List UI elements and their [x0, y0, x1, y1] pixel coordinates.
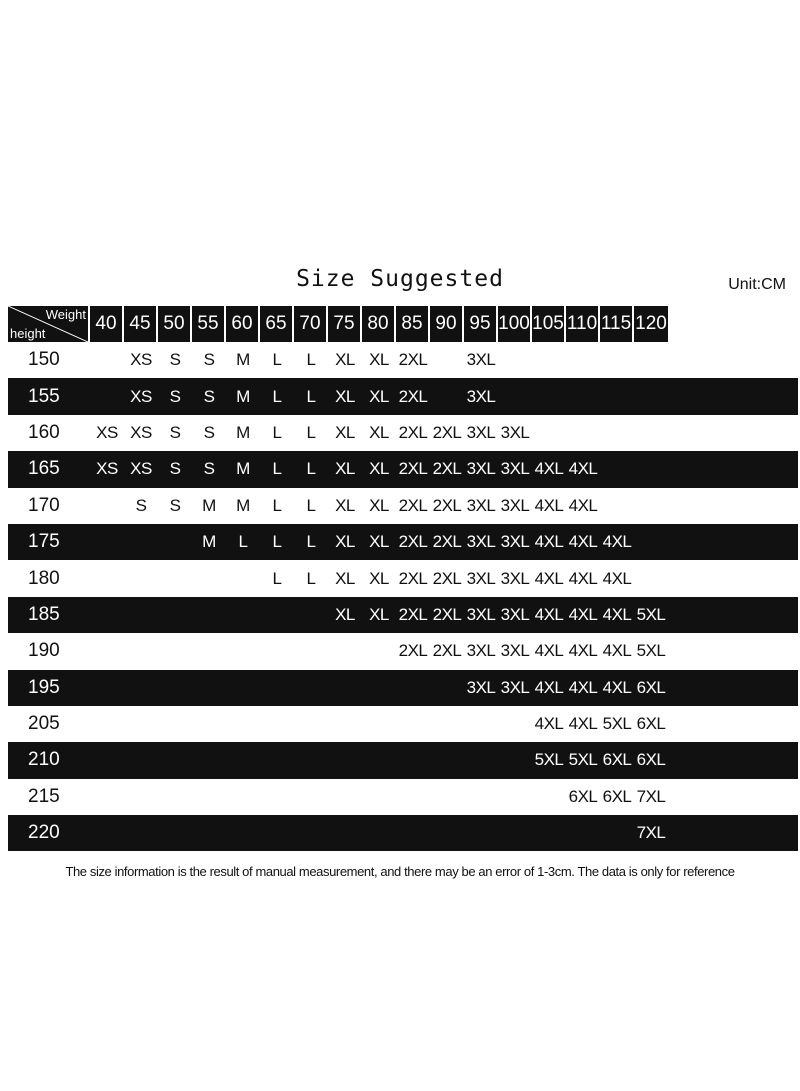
weight-header-cell: 80: [362, 306, 396, 342]
size-cell: S: [135, 495, 147, 515]
size-cell: 3XL: [466, 422, 496, 442]
size-cell: 4XL: [534, 604, 564, 624]
size-cell: 5XL: [636, 641, 666, 661]
size-cell: 2XL: [432, 459, 462, 479]
size-cell: 3XL: [466, 641, 496, 661]
size-cell: L: [306, 495, 316, 515]
size-cell: 2XL: [398, 568, 428, 588]
height-cell: 220: [28, 822, 60, 844]
size-cell: L: [272, 422, 282, 442]
size-cell: 3XL: [500, 641, 530, 661]
size-cell: 6XL: [636, 714, 666, 734]
size-cell: XL: [335, 422, 355, 442]
size-cell: XL: [335, 495, 355, 515]
size-cell: XS: [130, 459, 152, 479]
size-cell: 3XL: [466, 495, 496, 515]
size-cell: 3XL: [466, 677, 496, 697]
weight-header-cell: 100: [498, 306, 532, 342]
size-cell: 3XL: [466, 459, 496, 479]
size-cell: 4XL: [534, 641, 564, 661]
weight-header-cell: 75: [328, 306, 362, 342]
size-cell: XL: [369, 459, 389, 479]
weight-header-cell: 120: [634, 306, 668, 342]
size-cell: 4XL: [568, 714, 598, 734]
size-cell: S: [169, 422, 181, 442]
size-cell: XS: [130, 350, 152, 370]
size-cell: 4XL: [534, 677, 564, 697]
size-cell: XS: [130, 422, 152, 442]
size-cell: 4XL: [568, 568, 598, 588]
size-cell: 3XL: [466, 568, 496, 588]
weight-header-cell: 70: [294, 306, 328, 342]
size-cell: 6XL: [602, 750, 632, 770]
size-cell: S: [169, 350, 181, 370]
weight-header-cell: 55: [192, 306, 226, 342]
size-cell: 7XL: [636, 823, 666, 843]
table-row: [8, 670, 798, 706]
size-cell: XL: [369, 568, 389, 588]
size-cell: XL: [335, 532, 355, 552]
height-cell: 205: [28, 713, 60, 735]
size-cell: 3XL: [500, 459, 530, 479]
size-cell: 6XL: [568, 786, 598, 806]
size-cell: 4XL: [534, 532, 564, 552]
size-cell: L: [272, 459, 282, 479]
size-cell: 5XL: [534, 750, 564, 770]
size-cell: S: [169, 495, 181, 515]
table-body: [8, 342, 798, 851]
size-cell: 2XL: [432, 604, 462, 624]
corner-cell: [8, 306, 90, 342]
header-row: [8, 306, 798, 342]
weight-header-cell: 90: [430, 306, 464, 342]
size-cell: 2XL: [432, 568, 462, 588]
size-cell: 2XL: [432, 641, 462, 661]
size-cell: 5XL: [568, 750, 598, 770]
size-cell: 3XL: [500, 677, 530, 697]
size-cell: XS: [130, 386, 152, 406]
size-cell: S: [203, 422, 215, 442]
size-cell: 4XL: [602, 641, 632, 661]
size-cell: L: [272, 386, 282, 406]
size-cell: M: [236, 350, 250, 370]
size-cell: XL: [335, 350, 355, 370]
size-cell: XL: [335, 604, 355, 624]
size-cell: M: [236, 459, 250, 479]
size-cell: XL: [369, 532, 389, 552]
size-cell: XL: [335, 386, 355, 406]
size-cell: 4XL: [568, 677, 598, 697]
size-cell: M: [236, 495, 250, 515]
size-cell: XL: [369, 350, 389, 370]
size-cell: M: [202, 532, 216, 552]
size-cell: 6XL: [602, 786, 632, 806]
size-chart-title: Size Suggested: [296, 266, 504, 292]
size-cell: 4XL: [534, 714, 564, 734]
table-row: [8, 524, 798, 560]
table-row: [8, 378, 798, 414]
size-cell: XL: [369, 386, 389, 406]
size-cell: S: [203, 386, 215, 406]
size-cell: XL: [335, 568, 355, 588]
size-cell: 2XL: [398, 350, 428, 370]
size-cell: L: [272, 350, 282, 370]
size-cell: L: [306, 532, 316, 552]
size-cell: 4XL: [602, 568, 632, 588]
height-cell: 155: [28, 385, 60, 407]
size-cell: 4XL: [568, 604, 598, 624]
size-cell: L: [306, 422, 316, 442]
size-cell: L: [306, 350, 316, 370]
size-cell: M: [236, 386, 250, 406]
height-cell: 160: [28, 421, 60, 443]
size-cell: 4XL: [568, 641, 598, 661]
size-cell: 3XL: [500, 604, 530, 624]
weight-header-cell: 115: [600, 306, 634, 342]
size-cell: 2XL: [398, 495, 428, 515]
height-cell: 150: [28, 349, 60, 371]
weight-header-cell: 105: [532, 306, 566, 342]
size-cell: 7XL: [636, 786, 666, 806]
table-row: [8, 633, 798, 669]
size-cell: XL: [369, 422, 389, 442]
size-cell: 3XL: [466, 386, 496, 406]
weight-header-cell: 45: [124, 306, 158, 342]
unit-label: Unit:CM: [728, 276, 786, 293]
size-cell: 5XL: [602, 714, 632, 734]
height-cell: 215: [28, 785, 60, 807]
size-cell: 3XL: [466, 604, 496, 624]
table-row: [8, 706, 798, 742]
table-row: [8, 560, 798, 596]
table-row: [8, 597, 798, 633]
size-cell: S: [169, 459, 181, 479]
size-cell: 4XL: [568, 532, 598, 552]
height-cell: 185: [28, 603, 60, 625]
size-cell: 2XL: [398, 532, 428, 552]
size-cell: L: [272, 568, 282, 588]
size-cell: XL: [335, 459, 355, 479]
size-cell: XS: [96, 459, 118, 479]
size-cell: 3XL: [466, 532, 496, 552]
size-cell: L: [306, 386, 316, 406]
weight-header-cell: 60: [226, 306, 260, 342]
size-cell: 5XL: [636, 604, 666, 624]
size-cell: S: [203, 459, 215, 479]
table-row: [8, 415, 798, 451]
weight-axis-label: Weight: [45, 307, 86, 322]
size-cell: XS: [96, 422, 118, 442]
weight-header-cell: 50: [158, 306, 192, 342]
table-row: [8, 342, 798, 378]
size-cell: 2XL: [398, 422, 428, 442]
height-axis-label: height: [10, 326, 46, 341]
size-cell: L: [306, 459, 316, 479]
table-row: [8, 779, 798, 815]
weight-header-cell: 40: [90, 306, 124, 342]
size-cell: 2XL: [432, 532, 462, 552]
weight-header-cell: 110: [566, 306, 600, 342]
size-cell: 4XL: [534, 568, 564, 588]
height-cell: 210: [28, 749, 60, 771]
size-cell: 2XL: [432, 422, 462, 442]
size-cell: 4XL: [602, 677, 632, 697]
size-cell: 4XL: [534, 495, 564, 515]
size-cell: 3XL: [500, 568, 530, 588]
table-row: [8, 451, 798, 487]
size-cell: L: [238, 532, 248, 552]
size-cell: 3XL: [466, 350, 496, 370]
height-cell: 195: [28, 676, 60, 698]
size-cell: XL: [369, 495, 389, 515]
size-cell: 6XL: [636, 750, 666, 770]
size-cell: S: [203, 350, 215, 370]
table-row: [8, 488, 798, 524]
weight-header-cell: 85: [396, 306, 430, 342]
size-cell: M: [202, 495, 216, 515]
size-cell: 4XL: [534, 459, 564, 479]
height-cell: 175: [28, 531, 60, 553]
size-cell: M: [236, 422, 250, 442]
height-cell: 165: [28, 458, 60, 480]
size-cell: 3XL: [500, 422, 530, 442]
table-row: [8, 815, 798, 851]
weight-header-cell: 65: [260, 306, 294, 342]
size-cell: 4XL: [602, 604, 632, 624]
footnote: The size information is the result of manual measurement, and there may be an error of 1-3cm. The data is only for reference: [65, 864, 735, 879]
height-cell: 180: [28, 567, 60, 589]
size-cell: 4XL: [568, 459, 598, 479]
size-cell: XL: [369, 604, 389, 624]
size-cell: 6XL: [636, 677, 666, 697]
size-cell: 2XL: [398, 604, 428, 624]
height-cell: 190: [28, 640, 60, 662]
size-cell: 4XL: [568, 495, 598, 515]
height-cell: 170: [28, 494, 60, 516]
size-cell: L: [272, 495, 282, 515]
size-cell: 2XL: [398, 386, 428, 406]
size-chart-table: [8, 306, 798, 851]
size-cell: 2XL: [432, 495, 462, 515]
size-cell: L: [272, 532, 282, 552]
size-cell: L: [306, 568, 316, 588]
size-cell: S: [169, 386, 181, 406]
size-cell: 3XL: [500, 495, 530, 515]
size-cell: 2XL: [398, 641, 428, 661]
weight-header-cell: 95: [464, 306, 498, 342]
table-row: [8, 742, 798, 778]
size-cell: 2XL: [398, 459, 428, 479]
size-cell: 4XL: [602, 532, 632, 552]
size-cell: 3XL: [500, 532, 530, 552]
